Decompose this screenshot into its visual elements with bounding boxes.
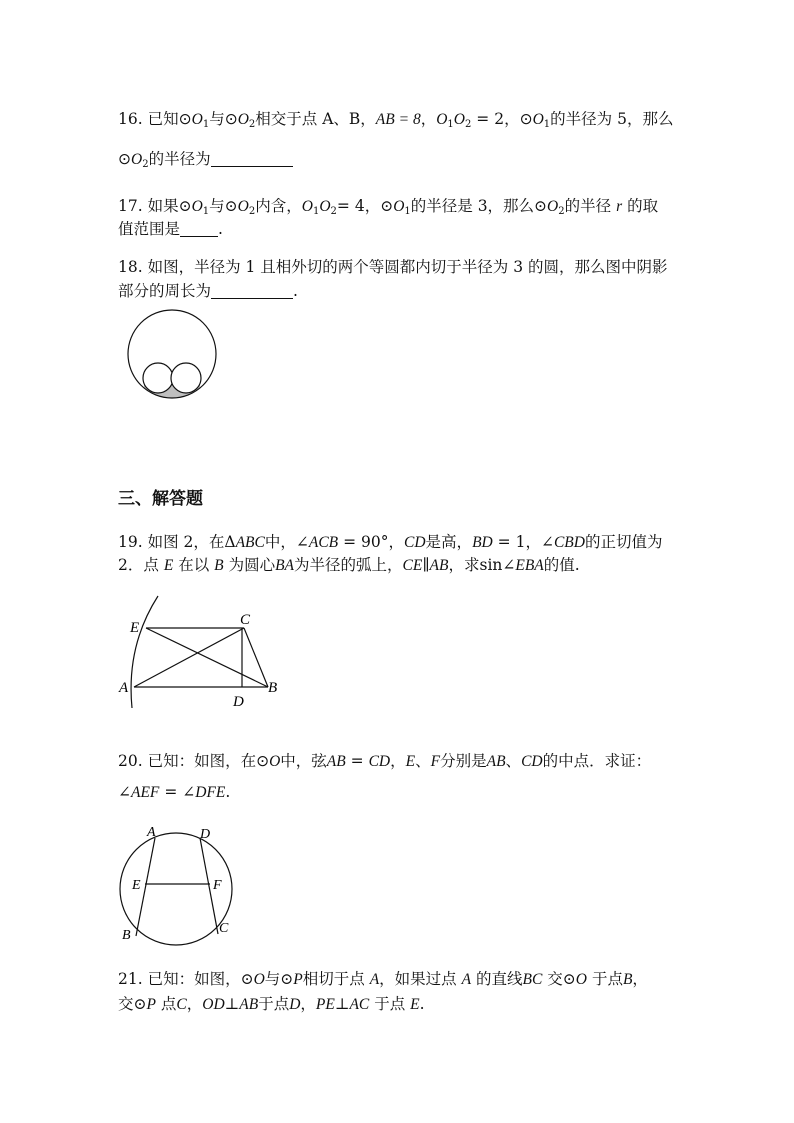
- q19-2b: 在以: [178, 556, 210, 574]
- q21-2a: 交⊙: [118, 995, 147, 1013]
- q16-o1: O: [191, 111, 203, 128]
- q16-o1o2-s2: 2: [465, 119, 472, 130]
- segment-cb: [244, 628, 268, 687]
- q21-pa: A: [369, 971, 380, 988]
- q17-r: r: [616, 198, 623, 215]
- q20-eq2: =: [159, 783, 183, 801]
- q17-o2: O: [237, 198, 249, 215]
- section-title: 三、解答题: [118, 489, 203, 509]
- angle-symbol: ∠: [295, 533, 309, 551]
- triangle-symbol: Δ: [224, 533, 236, 551]
- q16-comma: ，: [420, 110, 437, 128]
- q19-cbd: CBD: [553, 534, 585, 551]
- angle-symbol: ∠: [118, 783, 131, 801]
- q20-eq: =: [345, 752, 369, 770]
- q17-o4: O: [319, 198, 331, 215]
- label-b: B: [268, 680, 278, 696]
- q21-pe: PE: [315, 996, 335, 1013]
- label-c: C: [219, 921, 229, 936]
- label-b: B: [122, 928, 131, 943]
- q19-abc: ABC: [235, 534, 265, 551]
- q21-2p: P: [146, 996, 156, 1013]
- angle-symbol: ∠: [540, 533, 554, 551]
- label-f: F: [213, 878, 222, 893]
- q19-2e: ，求: [448, 556, 480, 574]
- angle-symbol: ∠: [182, 783, 196, 801]
- q19-e1: E: [163, 557, 174, 574]
- q21-ac: AC: [349, 996, 370, 1013]
- q16-o2b: O: [131, 151, 143, 168]
- q16-line2: [118, 148, 293, 176]
- q19-f: 的正切值为: [584, 533, 663, 551]
- q19-sin: sin∠: [479, 556, 516, 574]
- label-e: E: [130, 620, 140, 636]
- q17-s2: 2: [248, 206, 256, 217]
- q16-o2: O: [237, 111, 249, 128]
- q21-2h: .: [419, 995, 425, 1013]
- q17-line2-t1: 值范围是: [118, 220, 181, 238]
- q19-line2: [118, 554, 580, 577]
- q20-e: E: [405, 753, 416, 770]
- q16-sub1b: 1: [543, 119, 551, 130]
- q21-bc: BC: [522, 971, 543, 988]
- q17-s1: 1: [202, 206, 210, 217]
- q17-o3: O: [301, 198, 313, 215]
- perp-symbol: ⊥: [334, 995, 350, 1013]
- q19-acb: ACB: [308, 534, 339, 551]
- q16-o1b: O: [532, 111, 544, 128]
- answer-blank[interactable]: [211, 282, 293, 299]
- q21-ee: E: [410, 996, 420, 1013]
- label-a: A: [147, 825, 156, 840]
- q21-a: 21. 已知：如图，⊙: [118, 970, 254, 988]
- q20-dfe: DFE: [195, 784, 226, 801]
- q17-t1: 如果⊙: [147, 197, 192, 215]
- q20-cd2: CD: [521, 753, 543, 770]
- q19-2f: 的值.: [543, 556, 580, 574]
- q17-line2: [118, 218, 223, 240]
- q16-text5: 的半径为: [148, 150, 211, 168]
- q20-a: 20. 已知：如图，在: [118, 752, 257, 770]
- small-circle-left: [143, 363, 173, 393]
- q19-a: 19. 如图 2，在: [118, 533, 225, 551]
- q20-g: 分别是: [440, 752, 487, 770]
- q20-c: ，: [390, 752, 406, 770]
- q20-line2: [118, 781, 230, 804]
- q20-ab: AB: [326, 753, 346, 770]
- q16-text2: 与: [209, 110, 225, 128]
- perp-symbol: ⊥: [224, 995, 240, 1013]
- q21-ab: AB: [239, 996, 259, 1013]
- q17-o1: O: [191, 198, 203, 215]
- q21-line1: [118, 968, 648, 991]
- answer-blank[interactable]: [180, 220, 218, 237]
- q17-s6: 2: [558, 206, 565, 217]
- q16-line1: [118, 108, 673, 136]
- q17-number: 17.: [118, 197, 143, 215]
- q16-text4: 的半径为 5，那么: [550, 110, 674, 128]
- q21-line2: [118, 993, 425, 1016]
- q21-d: ，如果过点: [379, 970, 457, 988]
- q17-o6: O: [547, 198, 559, 215]
- small-circle-right: [171, 363, 201, 393]
- circle-dot-icon: ⊙: [118, 150, 131, 168]
- q21-2g: 于点: [374, 995, 406, 1013]
- q18-line2: [118, 280, 298, 302]
- q19-deg: = 90°: [338, 533, 389, 551]
- q19-ce: CE: [402, 557, 423, 574]
- q17-t3: 内含，: [255, 197, 302, 215]
- q16-text3: 相交于点 A、B，: [255, 110, 376, 128]
- circle-dot-icon: ⊙: [224, 110, 238, 128]
- q20-line1: [118, 750, 651, 773]
- q17-s4: 2: [330, 206, 337, 217]
- label-d: D: [200, 827, 211, 842]
- q16-comma2: ，: [504, 110, 520, 128]
- q19-figure: [118, 590, 288, 730]
- q21-pa2: A: [461, 971, 472, 988]
- q20-aef: AEF: [131, 784, 160, 801]
- q19-bdv: = 1: [492, 533, 526, 551]
- q18-figure: [126, 309, 226, 409]
- q21-pb: B: [622, 971, 633, 988]
- q20-ab2: AB: [486, 753, 506, 770]
- q17-t7: 的取: [627, 197, 659, 215]
- circle-dot-icon: ⊙: [256, 752, 270, 770]
- q20-i: 的中点．求证：: [542, 752, 652, 770]
- q20-o: O: [269, 753, 281, 770]
- q21-2d: ，: [186, 995, 203, 1013]
- q17-t6: 的半径: [564, 197, 612, 215]
- q16-o1o2-b: O: [453, 111, 465, 128]
- q21-2e: 于点: [258, 995, 290, 1013]
- q17-t5: 的半径是 3，那么⊙: [410, 197, 548, 215]
- segment-ac: [134, 628, 244, 687]
- q19-ba: BA: [275, 557, 295, 574]
- q21-e: 的直线: [476, 970, 523, 988]
- q17-s5: 1: [404, 206, 411, 217]
- q16-o1o2-a: O: [436, 111, 448, 128]
- q19-b: 中，: [264, 533, 296, 551]
- q20-figure: [116, 824, 246, 944]
- q21-b: 与⊙: [264, 970, 294, 988]
- arc-be: [131, 596, 158, 708]
- q20-d: 、: [415, 752, 431, 770]
- q21-2f: ，: [300, 995, 316, 1013]
- q18-line1-text: 18. 如图，半径为 1 且相外切的两个等圆都内切于半径为 3 的圆，那么图中阴影: [118, 258, 668, 276]
- q16-number: 16.: [118, 110, 143, 128]
- label-a: A: [119, 680, 129, 696]
- q19-ab: AB: [429, 557, 449, 574]
- q21-p: P: [293, 971, 303, 988]
- q19-eba: EBA: [515, 557, 544, 574]
- q17-s3: 1: [312, 206, 320, 217]
- q16-sub2b: 2: [142, 159, 149, 170]
- q17-o5: O: [393, 198, 405, 215]
- q21-o: O: [253, 971, 265, 988]
- q21-h: ，: [632, 970, 648, 988]
- q16-ab-eq: AB = 8: [375, 111, 421, 128]
- circle-dot-icon: ⊙: [178, 110, 192, 128]
- q21-od: OD: [202, 996, 225, 1013]
- q18-line2-end: .: [293, 282, 298, 300]
- q18-line2-text: 部分的周长为: [118, 282, 212, 300]
- q21-g: 于点: [591, 970, 623, 988]
- q20-b: 中，弦: [280, 752, 327, 770]
- q19-c: ，: [388, 533, 404, 551]
- label-e: E: [132, 878, 141, 893]
- circle-dot-icon: ⊙: [519, 110, 533, 128]
- q16-text: 已知: [147, 110, 179, 128]
- q19-bd: BD: [472, 534, 493, 551]
- q17-t4: = 4，⊙: [336, 197, 394, 215]
- q19-2d: 为半径的弧上，: [294, 556, 403, 574]
- label-d: D: [233, 694, 244, 710]
- q21-f: 交⊙: [547, 970, 576, 988]
- q21-2c: C: [176, 996, 187, 1013]
- q16-sub1: 1: [202, 119, 210, 130]
- q21-c: 相切于点: [302, 970, 365, 988]
- q21-dd: D: [289, 996, 301, 1013]
- q19-e: ，: [525, 533, 541, 551]
- q18-line1: [118, 256, 668, 278]
- q19-d: 是高，: [425, 533, 473, 551]
- answer-blank[interactable]: [211, 150, 293, 167]
- q21-2b: 点: [160, 995, 177, 1013]
- q19-cd: CD: [404, 534, 426, 551]
- q19-b1: B: [214, 557, 224, 574]
- q21-o2: O: [575, 971, 587, 988]
- q16-o1o2-eq: = 2: [471, 110, 505, 128]
- q17-line2-t2: .: [218, 220, 223, 238]
- q20-h: 、: [505, 752, 522, 770]
- q20-cd: CD: [368, 753, 391, 770]
- q19-2c: 为圆心: [228, 556, 276, 574]
- q19-line1: [118, 531, 662, 554]
- segment-eb: [146, 628, 268, 687]
- q16-sub2: 2: [248, 119, 256, 130]
- q20-f: F: [430, 753, 441, 770]
- q17-t2: 与⊙: [209, 197, 238, 215]
- q20-end: .: [225, 783, 231, 801]
- q19-2a: 2．点: [118, 556, 159, 574]
- q16-o1o2-s1: 1: [447, 119, 454, 130]
- label-c: C: [240, 612, 251, 628]
- parallel-symbol: ∥: [422, 556, 430, 574]
